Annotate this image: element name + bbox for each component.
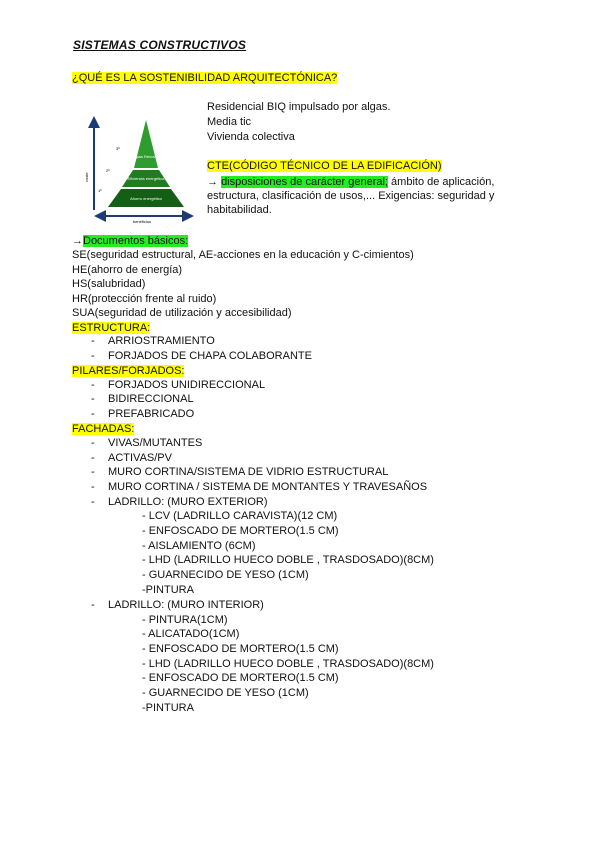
cte-paragraph (207, 175, 499, 217)
pyramid-base-label: Ahorro energético (130, 196, 162, 201)
doc-item: HE(ahorro de energía) (72, 264, 183, 276)
list-item: LADRILLO: (MURO INTERIOR) (108, 599, 264, 611)
list-item: BIDIRECCIONAL (108, 393, 194, 405)
right-line-3: Vivienda colectiva (207, 131, 295, 143)
pyramid-y-label: coste (84, 172, 89, 182)
interior-layer: - GUARNECIDO DE YESO (1CM) (142, 687, 309, 699)
pyramid-side-2: 2º (106, 168, 110, 173)
list-item: MURO CORTINA / SISTEMA DE MONTANTES Y TRAVESAÑOS (108, 481, 428, 493)
exterior-layer: - LCV (LADRILLO CARAVISTA)(12 CM) (142, 510, 338, 522)
fachadas-heading-text: FACHADAS: (72, 423, 135, 435)
exterior-layer: - ENFOSCADO DE MORTERO(1.5 CM) (142, 525, 339, 537)
list-item: LADRILLO: (MURO EXTERIOR) (108, 496, 268, 508)
cte-heading (207, 160, 442, 172)
exterior-layer: - AISLAMIENTO (6CM) (142, 540, 256, 552)
interior-layer: - ENFOSCADO DE MORTERO(1.5 CM) (142, 672, 339, 684)
bullet-dash: - (91, 452, 95, 464)
doc-item: SE(seguridad estructural, AE-acciones en la educación y C-cimientos) (72, 249, 414, 261)
interior-layer: - PINTURA(1CM) (142, 614, 228, 626)
bullet-dash: - (91, 393, 95, 405)
interior-layer: -PINTURA (142, 702, 194, 714)
interior-layer: - ALICATADO(1CM) (142, 628, 240, 640)
pyramid-x-label: beneficios (132, 219, 152, 224)
estructura-heading (72, 321, 150, 335)
pyramid-side-3: 3º (116, 146, 120, 151)
question-text: ¿QUÉ ES LA SOSTENIBILIDAD ARQUITECTÓNICA? (72, 72, 338, 84)
question-heading (72, 72, 337, 84)
bullet-dash: - (91, 437, 95, 449)
exterior-layer: - LHD (LADRILLO HUECO DOBLE , TRASDOSADO)(8CM) (142, 554, 434, 566)
bullet-dash: - (91, 379, 95, 391)
bullet-dash: - (91, 335, 95, 347)
bullet-dash: - (91, 496, 95, 508)
bullet-dash: - (91, 481, 95, 493)
bullet-dash: - (91, 350, 95, 362)
cte-highlight: disposiciones de carácter general; (221, 176, 388, 188)
exterior-layer: - GUARNECIDO DE YESO (1CM) (142, 569, 309, 581)
right-line-1: Residencial BIQ impulsado por algas. (207, 101, 391, 113)
list-item: MURO CORTINA/SISTEMA DE VIDRIO ESTRUCTURAL (108, 466, 389, 478)
pyramid-top (134, 120, 158, 168)
cte-arrow: → (207, 176, 218, 188)
bullet-dash: - (91, 466, 95, 478)
pyramid-mid-label: Eficiencia energética (127, 176, 165, 181)
estructura-heading-text: ESTRUCTURA: (72, 322, 151, 334)
pyramid-side-1: 1º (98, 188, 102, 193)
bullet-dash: - (91, 599, 95, 611)
docs-heading (72, 234, 188, 248)
list-item: FORJADOS DE CHAPA COLABORANTE (108, 350, 312, 362)
cte-rest: ámbito de aplicación, estructura, clasificación de usos,... Exigencias: seguridad y habitabilidad. (207, 176, 495, 216)
list-item: ACTIVAS/PV (108, 452, 172, 464)
fachadas-heading (72, 422, 134, 436)
list-item: ARRIOSTRAMIENTO (108, 335, 215, 347)
cte-heading-text: CTE(CÓDIGO TÉCNICO DE LA EDIFICACIÓN) (207, 160, 442, 172)
right-line-2: Media tic (207, 116, 252, 128)
bullet-dash: - (91, 408, 95, 420)
list-item: VIVAS/MUTANTES (108, 437, 203, 449)
docs-heading-text: Documentos básicos: (83, 235, 189, 247)
interior-layer: - LHD (LADRILLO HUECO DOBLE , TRASDOSADO)(8CM) (142, 658, 434, 670)
list-item: FORJADOS UNIDIRECCIONAL (108, 379, 266, 391)
doc-item: SUA(seguridad de utilización y accesibilidad) (72, 307, 292, 319)
doc-item: HR(protección frente al ruido) (72, 293, 217, 305)
interior-layer: - ENFOSCADO DE MORTERO(1.5 CM) (142, 643, 339, 655)
docs-arrow: → (72, 235, 83, 247)
page-title: SISTEMAS CONSTRUCTIVOS (73, 38, 247, 52)
sustainability-pyramid (82, 112, 194, 224)
pyramid-top-label: Energías Renovables (126, 154, 166, 159)
doc-item: HS(salubridad) (72, 278, 146, 290)
pilares-heading-text: PILARES/FORJADOS: (72, 365, 185, 377)
exterior-layer: -PINTURA (142, 584, 194, 596)
list-item: PREFABRICADO (108, 408, 195, 420)
pilares-heading (72, 364, 184, 378)
